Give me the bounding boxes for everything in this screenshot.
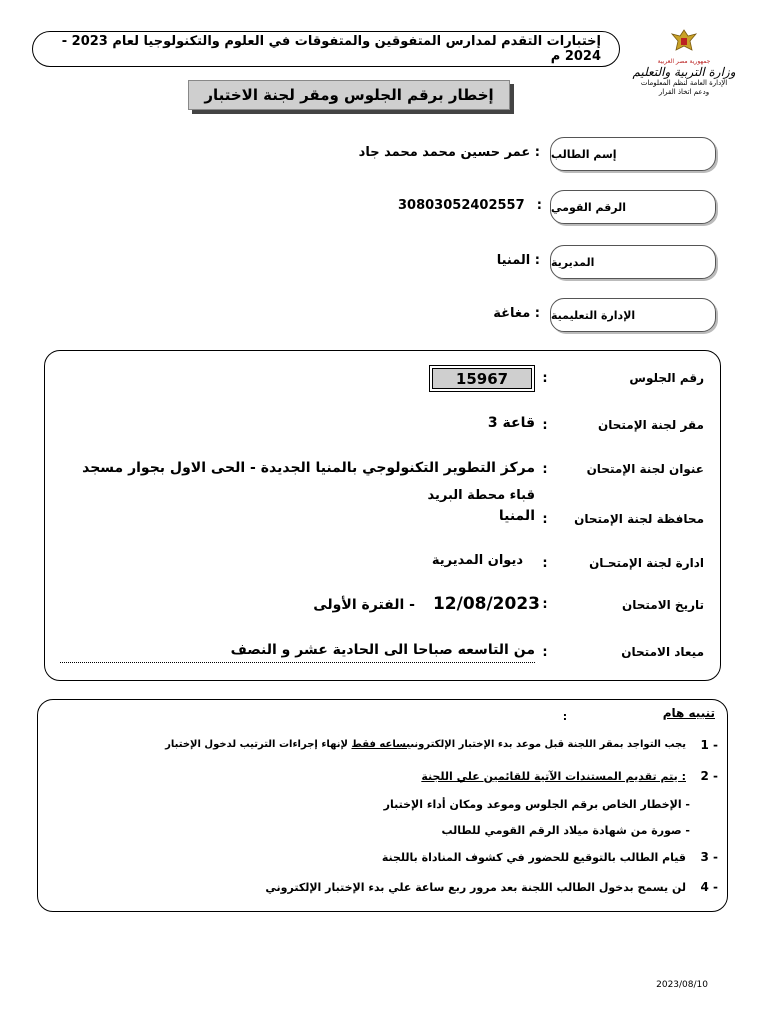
educational-admin-value: : مغاغة [493,306,540,321]
exam-time-label: ميعاد الامتحان [621,645,704,659]
directorate-value: : المنيا [496,253,540,268]
notice-item-4: لن يسمح بدخول الطالب اللجنة بعد مرور ربع ساعة علي بدء الإختبار الإلكتروني [265,881,686,894]
logo-line-4: ودعم اتخاذ القرار [658,88,710,96]
committee-label: مقر لجنة الإمتحان [598,418,704,432]
national-id-colon: : [536,198,542,213]
address-label: عنوان لجنة الإمتحان [586,462,704,476]
notice-sub-1: - الإخطار الخاص برقم الجلوس وموعد ومكان أداء الإختبار [383,798,690,811]
exam-admin-label: ادارة لجنة الإمتحـان [589,556,704,570]
logo-line-3: الإدارة العامة لنظم المعلومات [640,79,728,87]
notice-item-3-number: 3 - [700,850,718,864]
notice-item-1: يجب التواجد بمقر اللجنة قبل موعد بدء الإختبار الإلكترونىبساعه فقط لإنهاء إجراءات الترتيب لدخول الإختبار [165,739,686,750]
governorate-colon: : [542,512,548,527]
directorate-label: المديرية [550,245,716,279]
notice-title-colon: : [562,710,568,723]
notice-subtitle-box [188,80,510,110]
exam-date-value: 12/08/2023 [432,594,540,614]
national-id-label: الرقم القومي [550,190,716,224]
notice-item-3: قيام الطالب بالتوقيع للحضور في كشوف المناداة باللجنة [381,851,686,864]
committee-colon: : [542,418,548,433]
notice-item-1-number: 1 - [700,738,718,752]
seat-number-label: رقم الجلوس [629,371,704,385]
exam-time-underline [60,662,535,663]
logo-line-2: وزارة التربية والتعليم [632,65,736,79]
print-date: 2023/08/10 [656,980,708,990]
exam-admin-value: ديوان المديرية [431,553,523,568]
governorate-value: المنيا [498,508,535,524]
page-title: إختبارات التقدم لمدارس المتفوقين والمتفوقات في العلوم والتكنولوجيا لعام 2023 - 2024 م [61,34,601,64]
exam-admin-colon: : [542,556,548,571]
committee-value: قاعة 3 [487,415,535,431]
exam-time-colon: : [542,645,548,660]
student-name-value: : عمر حسين محمد محمد جاد [358,145,540,160]
notice-item-4-number: 4 - [700,880,718,894]
seat-number-box [429,365,535,392]
seat-number-value: 15967 [432,368,532,389]
ministry-logo [628,28,740,118]
address-colon: : [542,462,548,477]
notice-subtitle: إخطار برقم الجلوس ومقر لجنة الاختبار [204,86,494,104]
notice-title: تنبيه هام [662,706,715,720]
exam-date-colon: : [542,597,548,612]
notice-item-2: : يتم تقديم المستندات الآتية للقائمين علي اللجنة [421,770,686,783]
eagle-icon [670,28,698,54]
address-line-1: مركز التطوير التكنولوجي بالمنيا الجديدة - الحى الاول بجوار مسجد [82,460,535,476]
governorate-label: محافظة لجنة الإمتحان [574,512,704,526]
exam-time-value: من التاسعه صباحا الى الحادية عشر و النصف [230,642,535,658]
address-line-2: قباء محطة البريد [427,488,535,503]
exam-period-value: - الفترة الأولى [313,597,415,613]
notice-item-2-number: 2 - [700,769,718,783]
seat-colon: : [542,371,548,386]
educational-admin-label: الإدارة التعليمية [550,298,716,332]
logo-line-1: جمهورية مصر العربية [657,58,711,65]
national-id-value: 30803052402557 [398,198,525,213]
notice-sub-2: - صورة من شهادة ميلاد الرقم القومي للطالب [441,824,690,837]
exam-date-label: تاريخ الامتحان [621,598,704,612]
student-name-label: إسم الطالب [550,137,716,171]
page-title-box [32,31,620,67]
